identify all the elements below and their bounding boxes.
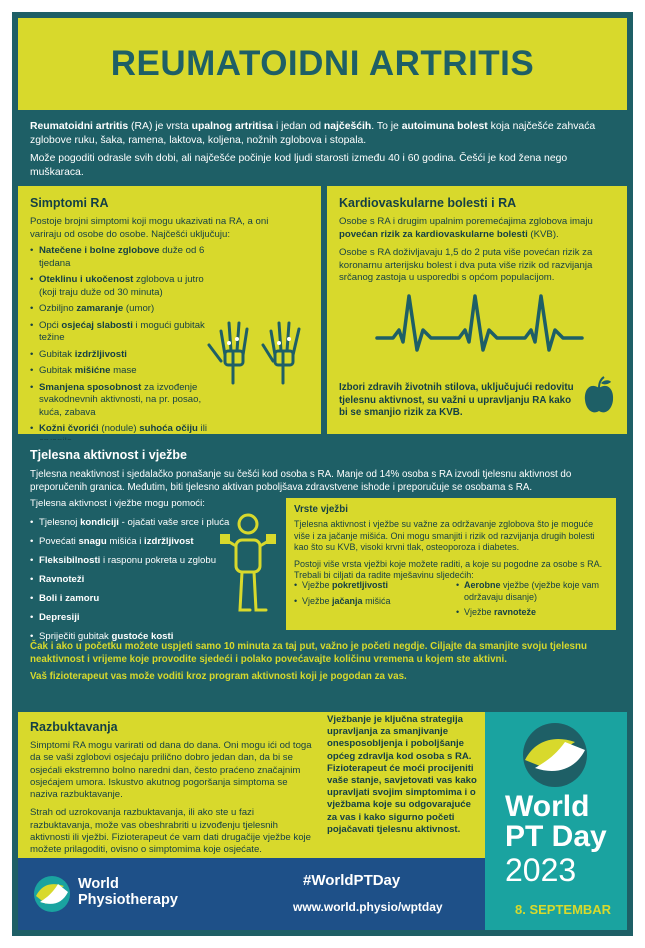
- exercise-type-item: [456, 580, 611, 603]
- emphasis-text: povećan rizik za kardiovaskularne bolesti: [339, 228, 528, 240]
- exercise-types-paragraph-2: Postoji više vrsta vježbi koje možete raditi, a koje su pogodne za osobe s RA. Trebali bi ciljati da radite mješavinu sljedećih:: [294, 558, 603, 580]
- intro-section: [18, 110, 627, 186]
- text-run: (umor): [123, 303, 155, 314]
- emphasis-text: Fleksibilnosti: [39, 555, 101, 566]
- cardio-paragraph-2: Osobe s RA doživljavaju 1,5 do 2 puta više povećan rizik za koronarnu arterijsku bolest i dva puta više rizik od razvijanja srčanog zastoja u usporedbi s općom populacijom.: [339, 247, 593, 283]
- emphasis-text: zamaranje: [76, 303, 124, 314]
- text-run: mase: [110, 365, 137, 376]
- emphasis-text: najčešćih: [323, 121, 372, 132]
- activity-lead: Tjelesna neaktivnost i sjedalačko ponašanje su češći kod osoba s RA. Manje od 14% osoba s RA izvodi tjelesnu aktivnost do preporučenih granica. Međutim, biti tjelesno aktivan poboljšava zdravstvene ishode i preporučuje se osobama s RA.: [30, 469, 572, 493]
- emphasis-text: mišićne: [74, 365, 111, 376]
- activity-foot-1: Čak i ako u početku možete uspjeti samo 10 minuta za taj put, važno je početi negdje. Ciljajte da smanjite svoju tjelesnu neaktivnost i vrijeme koje provodite sjedeći i polako povećavajte količinu vremena u kojem ste aktivni.: [30, 641, 587, 665]
- text-run: Vježbe: [302, 580, 333, 590]
- text-run: vježbe (vježbe koje vam održavaju disanje): [464, 580, 600, 602]
- emphasis-text: Boli i zamoru: [39, 593, 100, 604]
- emphasis-text: suhoća očiju: [139, 423, 198, 434]
- poster: [12, 12, 633, 936]
- flare-paragraph-1: Simptomi RA mogu varirati od dana do dana. Oni mogu ići od toga da se vaši zglobovi osjećaju prilično dobro jedan dan, da bi se osjećali ekstremno bolno naredni dan, često praćeno značajnim osjećajem umora. Iskustvo akutnog pogoršanja simptoma se naziva razbuktavanje.: [30, 740, 312, 801]
- activity-section: [18, 440, 627, 706]
- text-run: ili: [200, 423, 207, 434]
- footer-bar: [18, 858, 485, 930]
- website-link[interactable]: www.world.physio/wptday: [293, 900, 443, 914]
- exercise-types-column-1: [294, 580, 449, 611]
- text-run: Osobe s RA i drugim upalnim poremećajima zglobova imaju: [339, 216, 593, 227]
- cardio-paragraph-1: [339, 216, 617, 241]
- cardio-foot: Izbori zdravih životnih stilova, uključujući redovitu tjelesnu aktivnost, su važni u upravljanju RA kako bi se smanjio rizik za KVB.: [339, 382, 574, 418]
- activity-foot: [30, 640, 620, 683]
- text-run: Spriječiti gubitak: [39, 631, 112, 642]
- text-run: mišića: [362, 595, 391, 606]
- exercise-types-box: [286, 498, 616, 630]
- symptoms-heading: Simptomi RA: [30, 196, 109, 210]
- flare-heading: Razbuktavanja: [30, 720, 118, 734]
- hand-bones-icon: [203, 283, 313, 388]
- emphasis-text: pokretljivosti: [332, 580, 389, 590]
- exercise-type-item: [294, 596, 449, 608]
- symptoms-lead: Postoje brojni simptomi koji mogu ukazivati na RA, a oni variraju od osobe do osobe. Najčešći uključuju:: [30, 216, 269, 240]
- symptom-item: [30, 349, 210, 362]
- exercise-types-paragraph-1: Tjelesna aktivnost i vježbe su važne za održavanje zglobova što je moguće više i za jačanje mišića. Oni mogu smanjiti i rizik od razvijanja drugih bolesti kao što su KVB, visoki krvni tlak, osteoporoza i diabetes.: [294, 519, 595, 552]
- text-run: Povećati: [39, 536, 79, 547]
- symptom-item: [30, 382, 210, 420]
- symptoms-section: [18, 186, 321, 434]
- emphasis-text: osjećaj slabosti: [61, 319, 133, 331]
- world-pt-day-logo-icon: [515, 720, 595, 790]
- emphasis-text: Oteklinu i ukočenost: [39, 274, 134, 285]
- world-pt-day-panel: [485, 712, 627, 930]
- emphasis-text: Depresiji: [39, 612, 80, 623]
- world-pt-day-line-2: PT Day: [505, 820, 607, 853]
- world-pt-day-line-1: World: [505, 790, 590, 823]
- heartbeat-line-icon: [327, 286, 627, 356]
- exercise-types-column-2: [456, 580, 611, 623]
- emphasis-text: Ravnoteži: [39, 574, 85, 585]
- exercise-types-heading: Vrste vježbi: [294, 504, 348, 515]
- emphasis-text: kondiciji: [80, 517, 119, 528]
- text-run: za izvođenje svakodnevnih aktivnosti, na pr. posao, kuća, zabava: [39, 381, 202, 418]
- text-run: Gubitak: [39, 348, 75, 360]
- text-run: duže od 6 tjedana: [39, 245, 205, 269]
- emphasis-text: izdržljivosti: [74, 348, 127, 360]
- symptom-item: [30, 320, 210, 345]
- page-title: REUMATOIDNI ARTRITIS: [18, 18, 627, 110]
- flare-paragraph-2: Strah od uzrokovanja razbuktavanja, ili ako ste u fazi razbuktavanja, može vas obeshrabriti u izvođenju tjelesnih aktivnosti ili vježbi. Fizioterapeut će vam dati drugačije vježbe koje možete prilagoditi, ovisno o simptomima koje osjećate.: [30, 807, 312, 856]
- world-pt-day-date: 8. SEPTEMBAR: [515, 902, 612, 917]
- emphasis-text: Reumatoidni artritis: [30, 121, 129, 132]
- org-line-2: Physiotherapy: [78, 892, 178, 908]
- emphasis-text: Kožni čvorići: [39, 423, 99, 434]
- exercise-type-item: [294, 580, 449, 592]
- org-line-1: World: [78, 876, 119, 892]
- text-run: - ojačati vaše srce i pluća: [118, 517, 230, 528]
- text-run: (nodule): [98, 423, 140, 434]
- emphasis-text: gustoće kosti: [111, 631, 174, 642]
- emphasis-text: jačanja: [332, 595, 363, 606]
- text-run: zglobova u jutro (koji traju duže od 30 minuta): [39, 274, 204, 298]
- intro-paragraph-2: Može pogoditi odrasle svih dobi, ali najčešće počinje kod ljudi starosti između 40 i 60 godina. Češći je kod žena nego muškaraca.: [30, 153, 568, 178]
- exercise-type-item: [456, 607, 611, 619]
- activity-helps-lead: Tjelesna aktivnost i vježbe mogu pomoći:: [30, 498, 205, 509]
- activity-foot-2: Vaš fizioterapeut vas može voditi kroz program aktivnosti koji je pogodan za vas.: [30, 671, 407, 682]
- text-run: i mogući gubitak težine: [39, 319, 205, 343]
- emphasis-text: Natečene i bolne zglobove: [39, 245, 160, 256]
- world-pt-day-year: 2023: [505, 852, 577, 888]
- person-exercising-icon: [218, 510, 278, 630]
- text-run: Tjelesnoj: [39, 517, 81, 528]
- world-physiotherapy-logo-icon: [32, 874, 72, 914]
- symptom-item: [30, 365, 210, 378]
- text-run: i jedan od: [273, 121, 324, 132]
- activity-heading: Tjelesna aktivnost i vježbe: [30, 448, 188, 462]
- text-run: Vježbe: [464, 607, 495, 617]
- text-run: (KVB).: [527, 228, 559, 240]
- cardio-section: [327, 186, 627, 434]
- flare-section: [18, 712, 321, 858]
- emphasis-text: Smanjena sposobnost: [39, 381, 142, 393]
- hashtag: #WorldPTDay: [303, 872, 401, 889]
- text-run: Ozbiljno: [39, 303, 77, 314]
- text-run: koja najčešće zahvaća zglobove ruku, šaka, ramena, laktova, koljena, nožnih zglobova i stopala.: [30, 121, 596, 146]
- symptom-item: [30, 303, 210, 316]
- intro-paragraph-1: [30, 120, 617, 148]
- symptom-item: [30, 274, 210, 299]
- symptom-item: [30, 245, 210, 270]
- strategy-box: Vježbanje je ključna strategija upravljanja za smanjivanje onesposobljenja i poboljšanje općeg zdravlja kod osoba s RA. Fizioterapeut će moći procijeniti vaše stanje, savjetovati vas kako upravljati svojim simptomima i o vježbama koje su odgovarajuće za vas i kako sigurno početi pojačavati tjelesnu aktivnost.: [321, 712, 485, 858]
- apple-icon: [582, 376, 616, 416]
- world-physiotherapy-logo-text: [78, 876, 178, 908]
- emphasis-text: Aerobne: [464, 580, 501, 590]
- emphasis-text: ravnoteže: [494, 607, 537, 617]
- text-run: i rasponu pokreta u zglobu: [100, 555, 217, 566]
- emphasis-text: snagu: [78, 536, 107, 547]
- text-run: (RA) je vrsta: [128, 121, 192, 132]
- text-run: . To je: [371, 121, 402, 132]
- emphasis-text: upalnog artritisa: [191, 121, 274, 132]
- text-run: mišića i: [106, 536, 145, 547]
- cardio-heading: Kardiovaskularne bolesti i RA: [339, 196, 517, 210]
- text-run: Opći: [39, 319, 62, 331]
- text-run: Gubitak: [39, 365, 75, 376]
- world-pt-day-title: [505, 792, 607, 852]
- emphasis-text: autoimuna bolest: [401, 121, 488, 132]
- text-run: Vježbe: [302, 595, 333, 606]
- emphasis-text: izdržljivost: [144, 536, 194, 547]
